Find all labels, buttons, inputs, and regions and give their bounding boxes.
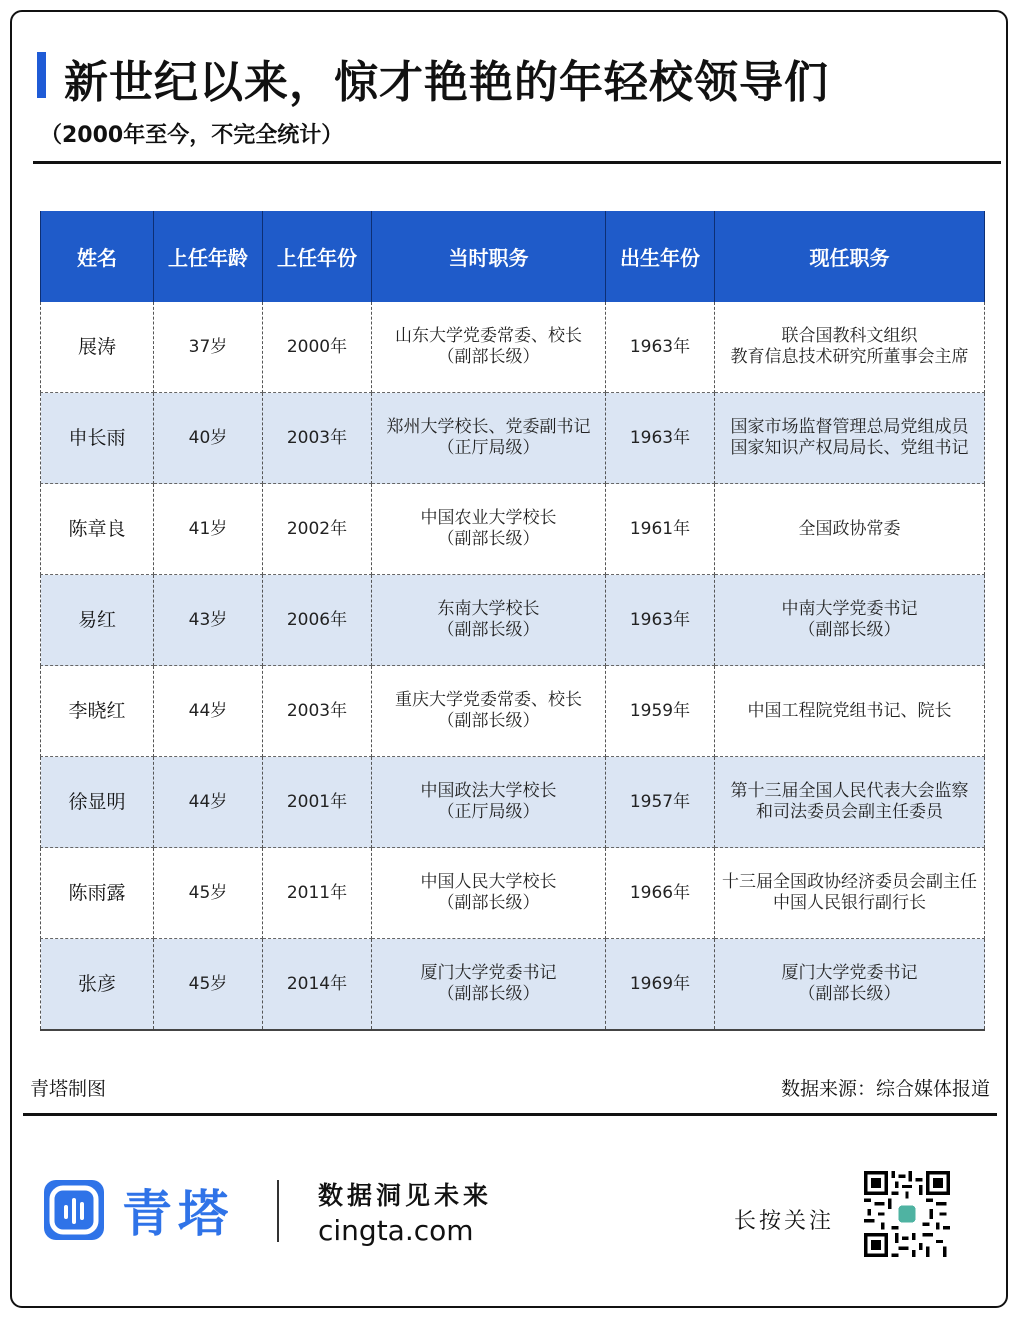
cell-post-then-text: 郑州大学校长、党委副书记 （正厅局级） (386, 417, 591, 458)
column-header-year: 上任年份 (263, 211, 372, 302)
cell-post-now-text: 全国政协常委 (798, 518, 901, 539)
cell-year: 2014年 (263, 939, 372, 1031)
cell-age: 41岁 (154, 484, 263, 575)
cell-post-then-text: 厦门大学党委书记 （副部长级） (420, 963, 557, 1004)
cell-post-now-text: 中南大学党委书记 （副部长级） (781, 599, 918, 640)
sound-wave-icon (44, 1180, 104, 1240)
column-header-age: 上任年龄 (154, 211, 263, 302)
cell-post-now-text: 国家市场监督管理总局党组成员 国家知识产权局局长、党组书记 (730, 417, 969, 458)
cell-name: 申长雨 (41, 393, 154, 484)
brand-slogan: 数据洞见未来 (318, 1181, 493, 1210)
brand-name: 青塔 (122, 1185, 234, 1243)
cell-post-then-text: 东南大学校长 （副部长级） (437, 599, 540, 640)
cell-post-then (372, 575, 606, 666)
cell-post-then-text: 中国政法大学校长 （正厅局级） (420, 781, 557, 822)
cell-year: 2000年 (263, 302, 372, 393)
cell-age: 43岁 (154, 575, 263, 666)
cell-year: 2001年 (263, 757, 372, 848)
cell-post-then-text: 中国人民大学校长 （副部长级） (420, 872, 557, 913)
table-row (41, 757, 985, 848)
cell-name: 展涛 (41, 302, 154, 393)
column-header-birth: 出生年份 (606, 211, 715, 302)
footer-divider (277, 1180, 279, 1242)
footer-rule (23, 1113, 997, 1116)
qr-code-icon[interactable] (864, 1171, 950, 1257)
page-subtitle: （2000年至今，不完全统计） (40, 123, 344, 148)
table-row (41, 848, 985, 939)
table-row (41, 393, 985, 484)
cell-post-now (715, 666, 985, 757)
cell-year: 2011年 (263, 848, 372, 939)
cell-age: 37岁 (154, 302, 263, 393)
column-header-post-then: 当时职务 (372, 211, 606, 302)
cell-birth: 1963年 (606, 302, 715, 393)
chart-credit: 青塔制图 (30, 1078, 107, 1100)
cell-year: 2006年 (263, 575, 372, 666)
cell-name: 徐显明 (41, 757, 154, 848)
cell-post-now (715, 939, 985, 1031)
cell-name: 李晓红 (41, 666, 154, 757)
cell-post-now (715, 848, 985, 939)
cell-name: 陈雨露 (41, 848, 154, 939)
cell-post-then (372, 757, 606, 848)
cell-birth: 1961年 (606, 484, 715, 575)
cell-birth: 1963年 (606, 575, 715, 666)
cell-post-then-text: 中国农业大学校长 （副部长级） (420, 508, 557, 549)
data-source: 数据来源：综合媒体报道 (780, 1078, 990, 1100)
cell-post-then (372, 302, 606, 393)
cell-age: 45岁 (154, 848, 263, 939)
cell-age: 40岁 (154, 393, 263, 484)
cell-age: 44岁 (154, 666, 263, 757)
cell-birth: 1963年 (606, 393, 715, 484)
cell-post-now-text: 第十三届全国人民代表大会监察 和司法委员会副主任委员 (730, 781, 969, 822)
column-header-post-now: 现任职务 (715, 211, 985, 302)
leaders-table (40, 211, 985, 1031)
cell-post-now-text: 十三届全国政协经济委员会副主任 中国人民银行副行长 (722, 872, 977, 913)
cell-age: 45岁 (154, 939, 263, 1031)
cell-year: 2003年 (263, 666, 372, 757)
cell-post-now (715, 393, 985, 484)
page-title: 新世纪以来，惊才艳艳的年轻校领导们 (64, 57, 829, 108)
cell-birth: 1966年 (606, 848, 715, 939)
table-row (41, 302, 985, 393)
cell-post-now-text: 中国工程院党组书记、院长 (747, 700, 952, 721)
cell-post-then (372, 939, 606, 1031)
column-header-name: 姓名 (41, 211, 154, 302)
cell-post-then (372, 393, 606, 484)
cell-post-then (372, 484, 606, 575)
cell-post-then-text: 山东大学党委常委、校长 （副部长级） (395, 326, 582, 367)
cell-post-now (715, 484, 985, 575)
cell-birth: 1957年 (606, 757, 715, 848)
cell-post-now (715, 575, 985, 666)
cell-year: 2002年 (263, 484, 372, 575)
table-row (41, 575, 985, 666)
cell-post-then (372, 848, 606, 939)
cell-post-now-text: 联合国教科文组织 教育信息技术研究所董事会主席 (730, 326, 969, 367)
cell-post-then (372, 666, 606, 757)
title-accent-bar (37, 52, 46, 98)
cell-year: 2003年 (263, 393, 372, 484)
header-rule (33, 161, 1001, 164)
cell-name: 易红 (41, 575, 154, 666)
table-row (41, 484, 985, 575)
cell-birth: 1969年 (606, 939, 715, 1031)
brand-url[interactable]: cingta.com (318, 1214, 474, 1247)
cell-birth: 1959年 (606, 666, 715, 757)
cell-name: 陈章良 (41, 484, 154, 575)
cell-name: 张彦 (41, 939, 154, 1031)
table-header-row (41, 211, 985, 302)
table-row (41, 666, 985, 757)
follow-prompt: 长按关注 (734, 1209, 835, 1234)
cell-post-then-text: 重庆大学党委常委、校长 （副部长级） (395, 690, 582, 731)
cell-post-now (715, 302, 985, 393)
cell-age: 44岁 (154, 757, 263, 848)
table-row (41, 939, 985, 1031)
cell-post-now (715, 757, 985, 848)
cell-post-now-text: 厦门大学党委书记 （副部长级） (781, 963, 918, 1004)
